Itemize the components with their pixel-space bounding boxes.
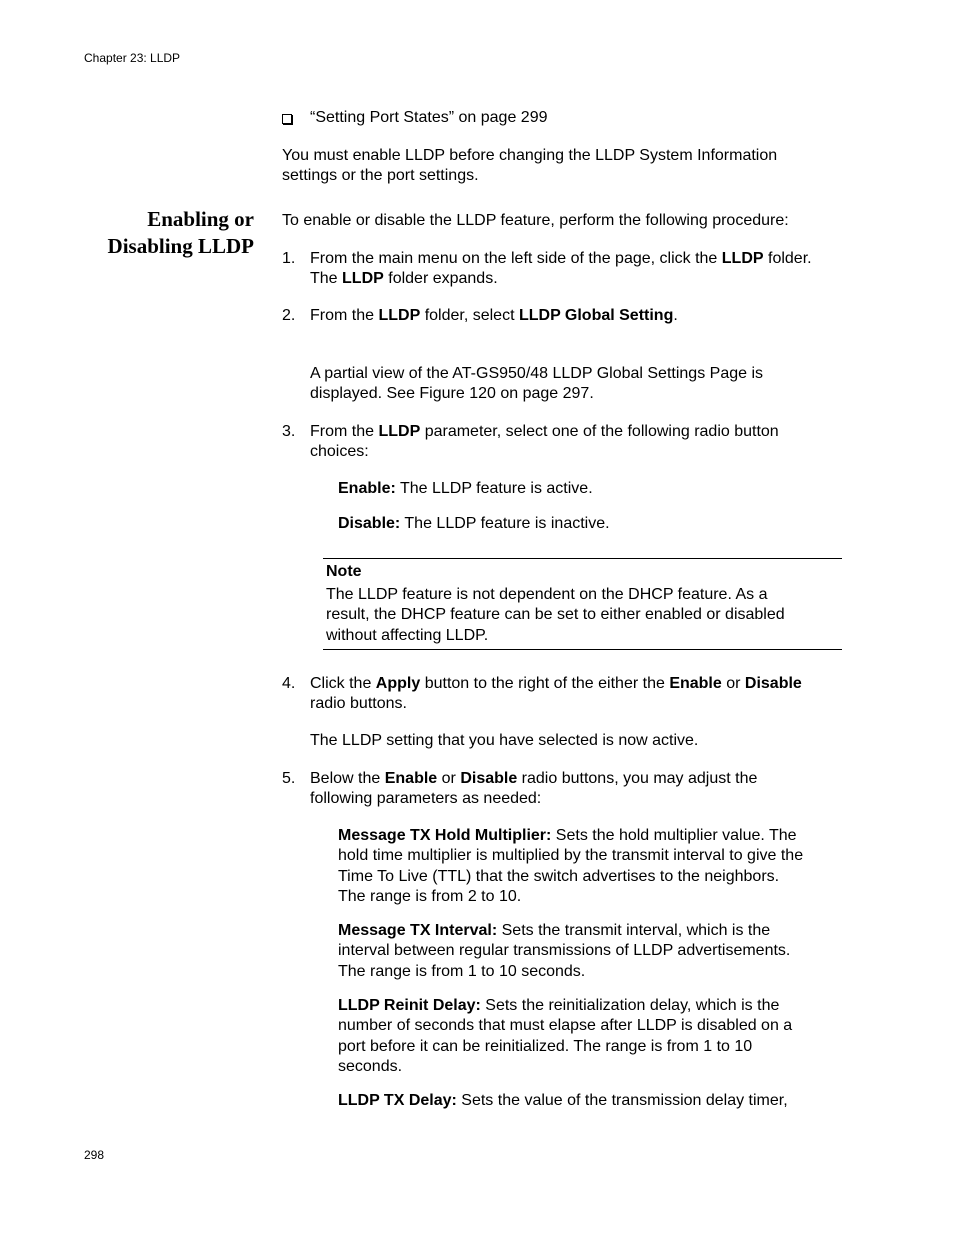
checkbox-bullet-icon: [282, 114, 292, 124]
step-3-text: From the LLDP parameter, select one of the following radio button choices:: [310, 423, 779, 461]
running-header: Chapter 23: LLDP: [84, 51, 181, 65]
note-body: The LLDP feature is not dependent on the DHCP feature. As a result, the DHCP feature can be set to either enabled or disabled without affecting LLDP.: [326, 586, 785, 644]
note-title: Note: [326, 563, 362, 580]
section-heading: Enabling or Disabling LLDP: [107, 207, 254, 258]
disable-option: Disable: The LLDP feature is inactive.: [338, 515, 610, 532]
step-number: 5.: [282, 770, 296, 787]
section-lead: To enable or disable the LLDP feature, perform the following procedure:: [282, 212, 789, 229]
enable-option: Enable: The LLDP feature is active.: [338, 480, 593, 497]
param-tx-interval: Message TX Interval: Sets the transmit interval, which is the interval between regular transmissions of LLDP advertisements. The range is from 1 to 10 seconds.: [338, 922, 791, 980]
note-box: [323, 558, 842, 650]
page-number: 298: [84, 1148, 105, 1162]
cross-reference-bullet: “Setting Port States” on page 299: [310, 109, 548, 126]
intro-paragraph: You must enable LLDP before changing the LLDP System Information settings or the port settings.: [282, 147, 778, 185]
param-tx-delay: LLDP TX Delay: Sets the value of the transmission delay timer,: [338, 1092, 788, 1109]
step-number: 4.: [282, 675, 296, 692]
step-4-text: Click the Apply button to the right of the either the Enable or Disable radio buttons.: [310, 675, 802, 713]
step-number: 1.: [282, 250, 296, 267]
step-2-text: From the LLDP folder, select LLDP Global Setting.: [310, 307, 678, 324]
param-reinit-delay: LLDP Reinit Delay: Sets the reinitialization delay, which is the number of seconds that must elapse after LLDP is disabled on a port before it can be reinitialized. The range is from 1 to 10 seconds.: [338, 997, 793, 1075]
step-5-text: Below the Enable or Disable radio buttons, you may adjust the following parameters as needed:: [310, 770, 758, 808]
step-2-result: A partial view of the AT-GS950/48 LLDP Global Settings Page is displayed. See Figure 120 on page 297.: [310, 365, 764, 403]
param-hold-multiplier: Message TX Hold Multiplier: Sets the hold multiplier value. The hold time multiplier is multiplied by the transmit interval to give the Time To Live (TTL) that the switch advertises to the neighbors. The range is from 2 to 10.: [338, 827, 804, 905]
step-number: 3.: [282, 423, 296, 440]
step-number: 2.: [282, 307, 296, 324]
step-1-text: From the main menu on the left side of the page, click the LLDP folder. The LLDP folder expands.: [310, 250, 812, 288]
step-4-result: The LLDP setting that you have selected is now active.: [310, 732, 699, 749]
